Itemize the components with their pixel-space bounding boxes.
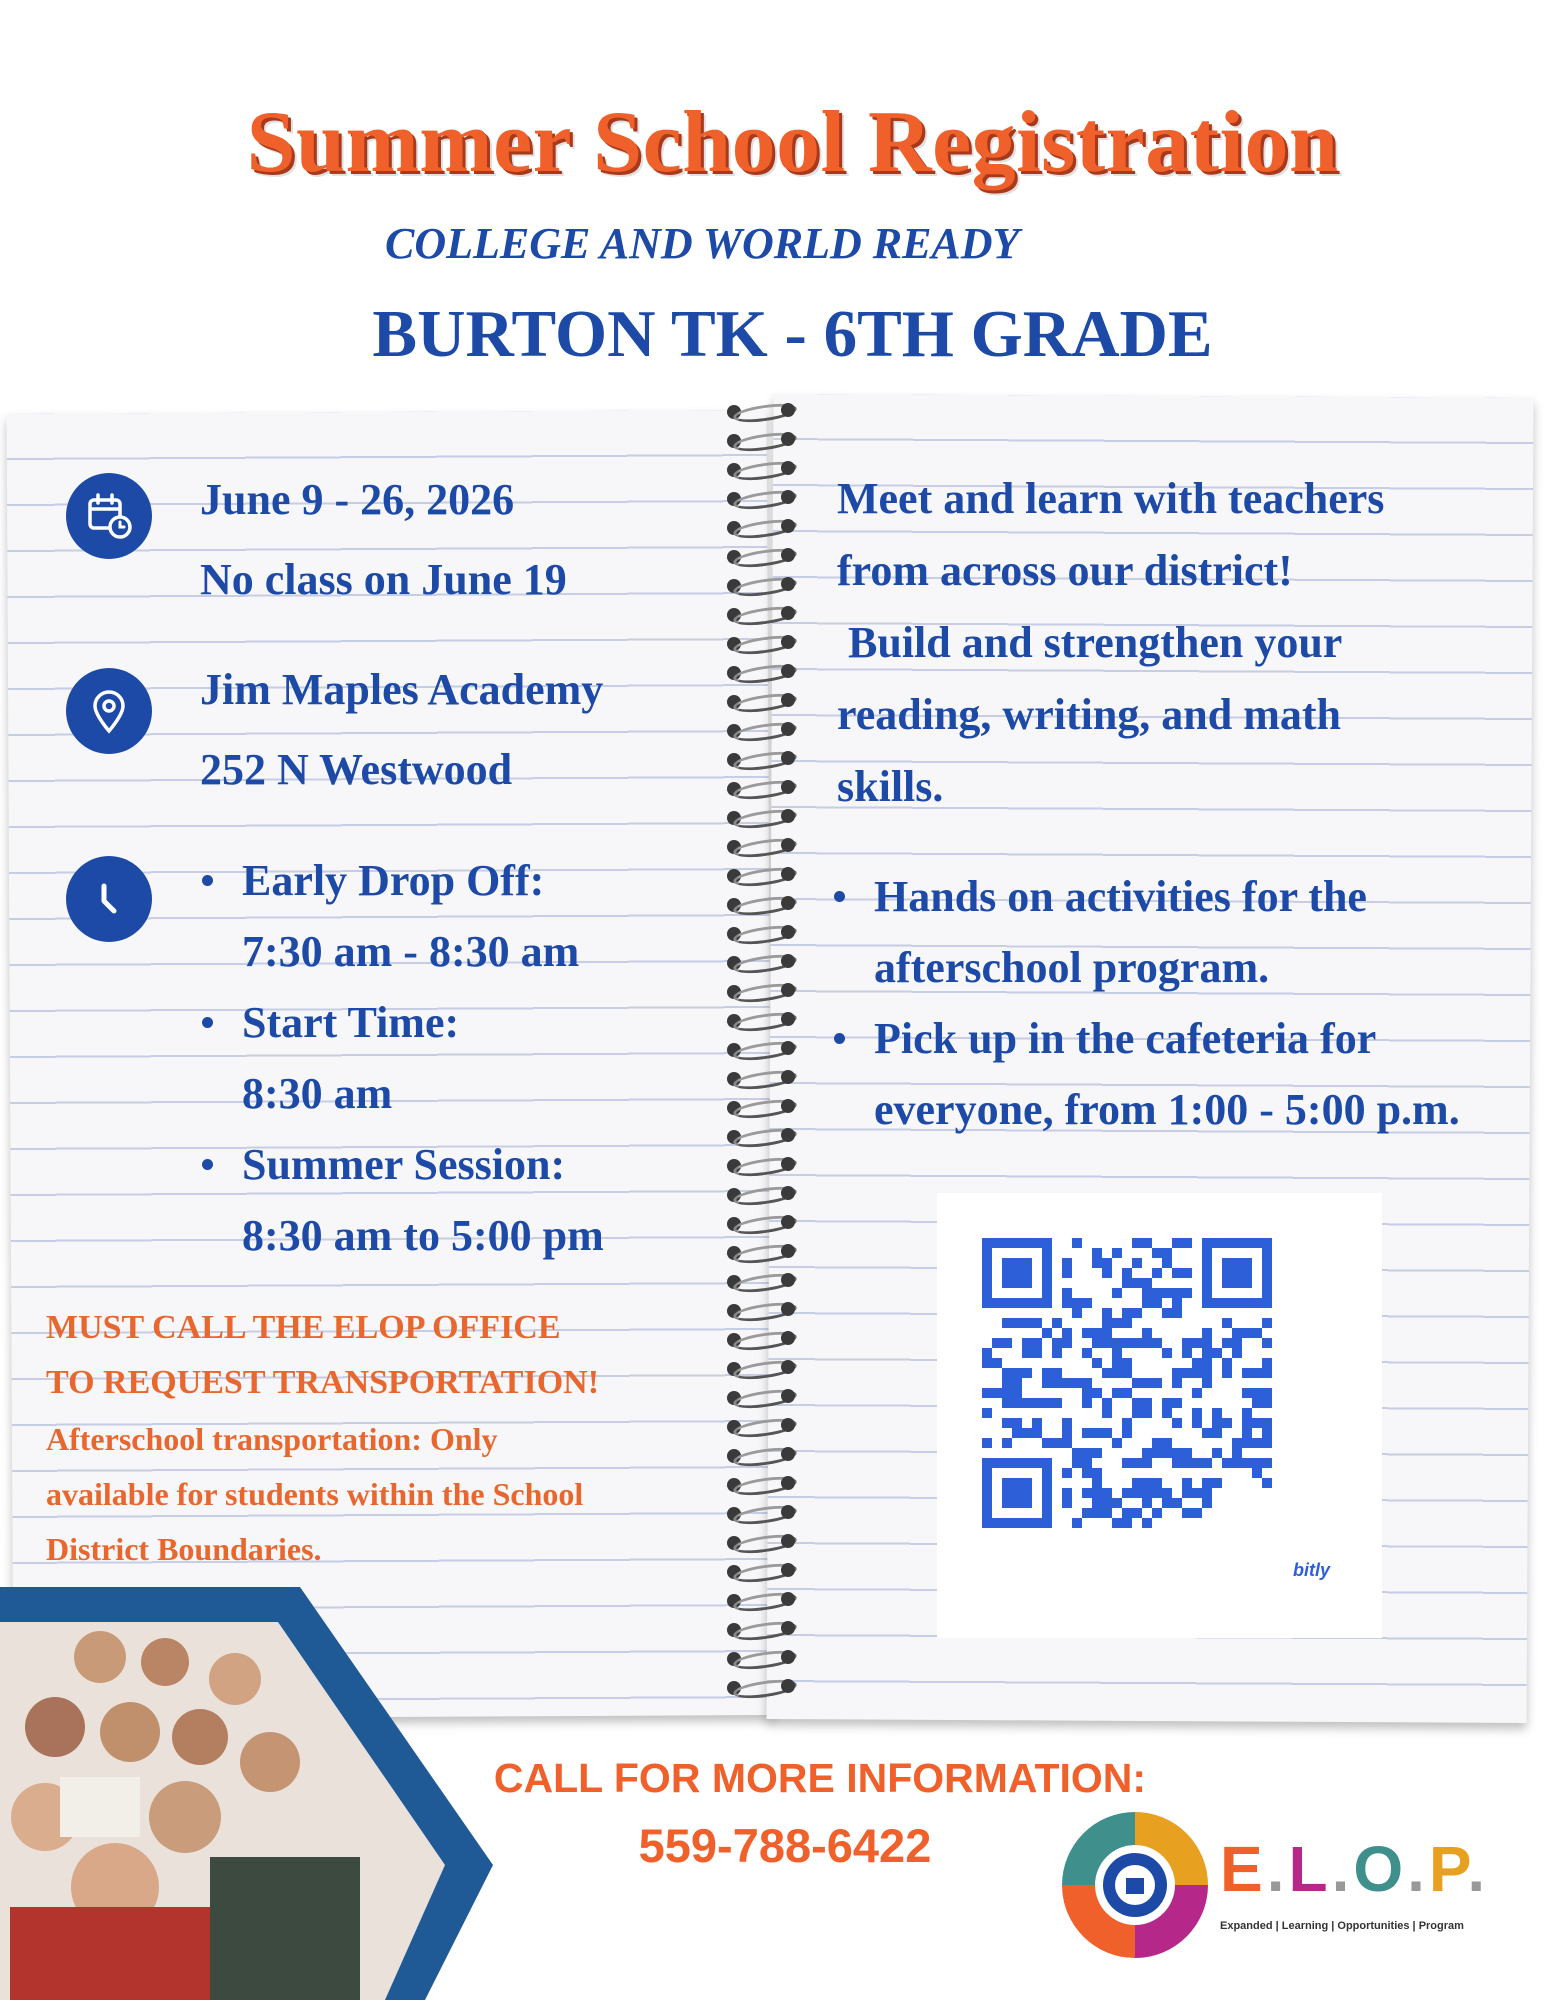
transport-notice: MUST CALL THE ELOP OFFICE TO REQUEST TRANSPORTATION! [46,1309,600,1401]
location-info [200,650,603,810]
spiral-ring [725,400,797,422]
schedule-item: Summer Session: 8:30 am to 5:00 pm [200,1129,604,1271]
spiral-ring [725,1299,797,1321]
spiral-ring [725,661,797,683]
spiral-ring [725,458,797,480]
spiral-ring [725,748,797,770]
elop-letter: . [1331,1833,1354,1905]
spiral-ring [725,487,797,509]
children-photo [0,1587,493,2000]
elop-tagline: Expanded | Learning | Opportunities | Program [1220,1920,1464,1932]
elop-letter: P [1428,1833,1468,1905]
spiral-ring [725,1560,797,1582]
spiral-ring [725,690,797,712]
spiral-ring [725,1589,797,1611]
spiral-ring [725,719,797,741]
qr-brand-label: bitly [1293,1560,1331,1580]
date-info [200,460,567,620]
spiral-ring [725,1357,797,1379]
program-bullet: Hands on activities for the afterschool program. [832,861,1460,1003]
spiral-ring [725,951,797,973]
spiral-ring [725,1270,797,1292]
elop-letter: . [1467,1833,1490,1905]
call-label: CALL FOR MORE INFORMATION: [493,1755,1147,1801]
spiral-ring [725,835,797,857]
elop-logo [1060,1810,1530,1960]
spiral-ring [725,603,797,625]
spiral-ring [725,864,797,886]
spiral-ring [725,1531,797,1553]
spiral-ring [725,1212,797,1234]
elop-puzzle-emblem [1060,1810,1210,1960]
phone-number[interactable]: 559-788-6422 [638,1819,932,1872]
elop-letter: L [1288,1833,1332,1905]
spiral-ring [725,632,797,654]
subtitle: COLLEGE AND WORLD READY [385,219,1020,268]
spiral-ring [725,1067,797,1089]
spiral-ring [725,1647,797,1669]
spiral-ring [725,574,797,596]
spiral-ring [725,1125,797,1147]
spiral-ring [725,1096,797,1118]
schedule-item: Early Drop Off: 7:30 am - 8:30 am [200,845,604,987]
transport-details: Afterschool transportation: Only available for students within the School District Boundaries. [46,1421,584,1567]
program-bullet: Pick up in the cafeteria for everyone, from 1:00 - 5:00 p.m. [832,1003,1460,1145]
location-name: Jim Maples Academy [200,665,604,714]
spiral-ring [725,806,797,828]
elop-letter: . [1407,1833,1429,1905]
spiral-ring [725,1473,797,1495]
page-title: Summer School Registration [246,94,1339,191]
qr-code[interactable] [937,1193,1382,1638]
spiral-ring [725,545,797,567]
spiral-ring [725,777,797,799]
program-bullets [832,861,1460,1145]
program-intro: Meet and learn with teachers from across our district! Build and strengthen your reading, writing, and math skills. [837,474,1385,811]
spiral-ring [725,980,797,1002]
grade-heading: BURTON TK - 6TH GRADE [372,297,1213,371]
spiral-ring [725,1328,797,1350]
spiral-ring [725,1444,797,1466]
spiral-ring [725,1415,797,1437]
spiral-ring [725,1241,797,1263]
date-range: June 9 - 26, 2026 [200,475,515,524]
schedule-item: Start Time: 8:30 am [200,987,604,1129]
spiral-ring [725,1009,797,1031]
calendar-icon [66,473,152,559]
elop-letter: . [1266,1833,1289,1905]
no-class-note: No class on June 19 [200,555,567,604]
elop-letter: E [1220,1833,1267,1905]
spiral-ring [725,1154,797,1176]
spiral-ring [725,1618,797,1640]
notebook-spiral [725,400,805,1710]
location-pin-icon [66,668,152,754]
spiral-ring [725,1038,797,1060]
spiral-ring [725,1676,797,1698]
schedule-list [200,845,604,1271]
location-address: 252 N Westwood [200,745,513,794]
spiral-ring [725,1502,797,1524]
spiral-ring [725,429,797,451]
spiral-ring [725,922,797,944]
elop-wordmark [1220,1832,1489,1906]
elop-letter: O [1353,1833,1408,1905]
spiral-ring [725,1183,797,1205]
spiral-ring [725,893,797,915]
spiral-ring [725,1386,797,1408]
clock-icon [66,856,152,942]
spiral-ring [725,516,797,538]
